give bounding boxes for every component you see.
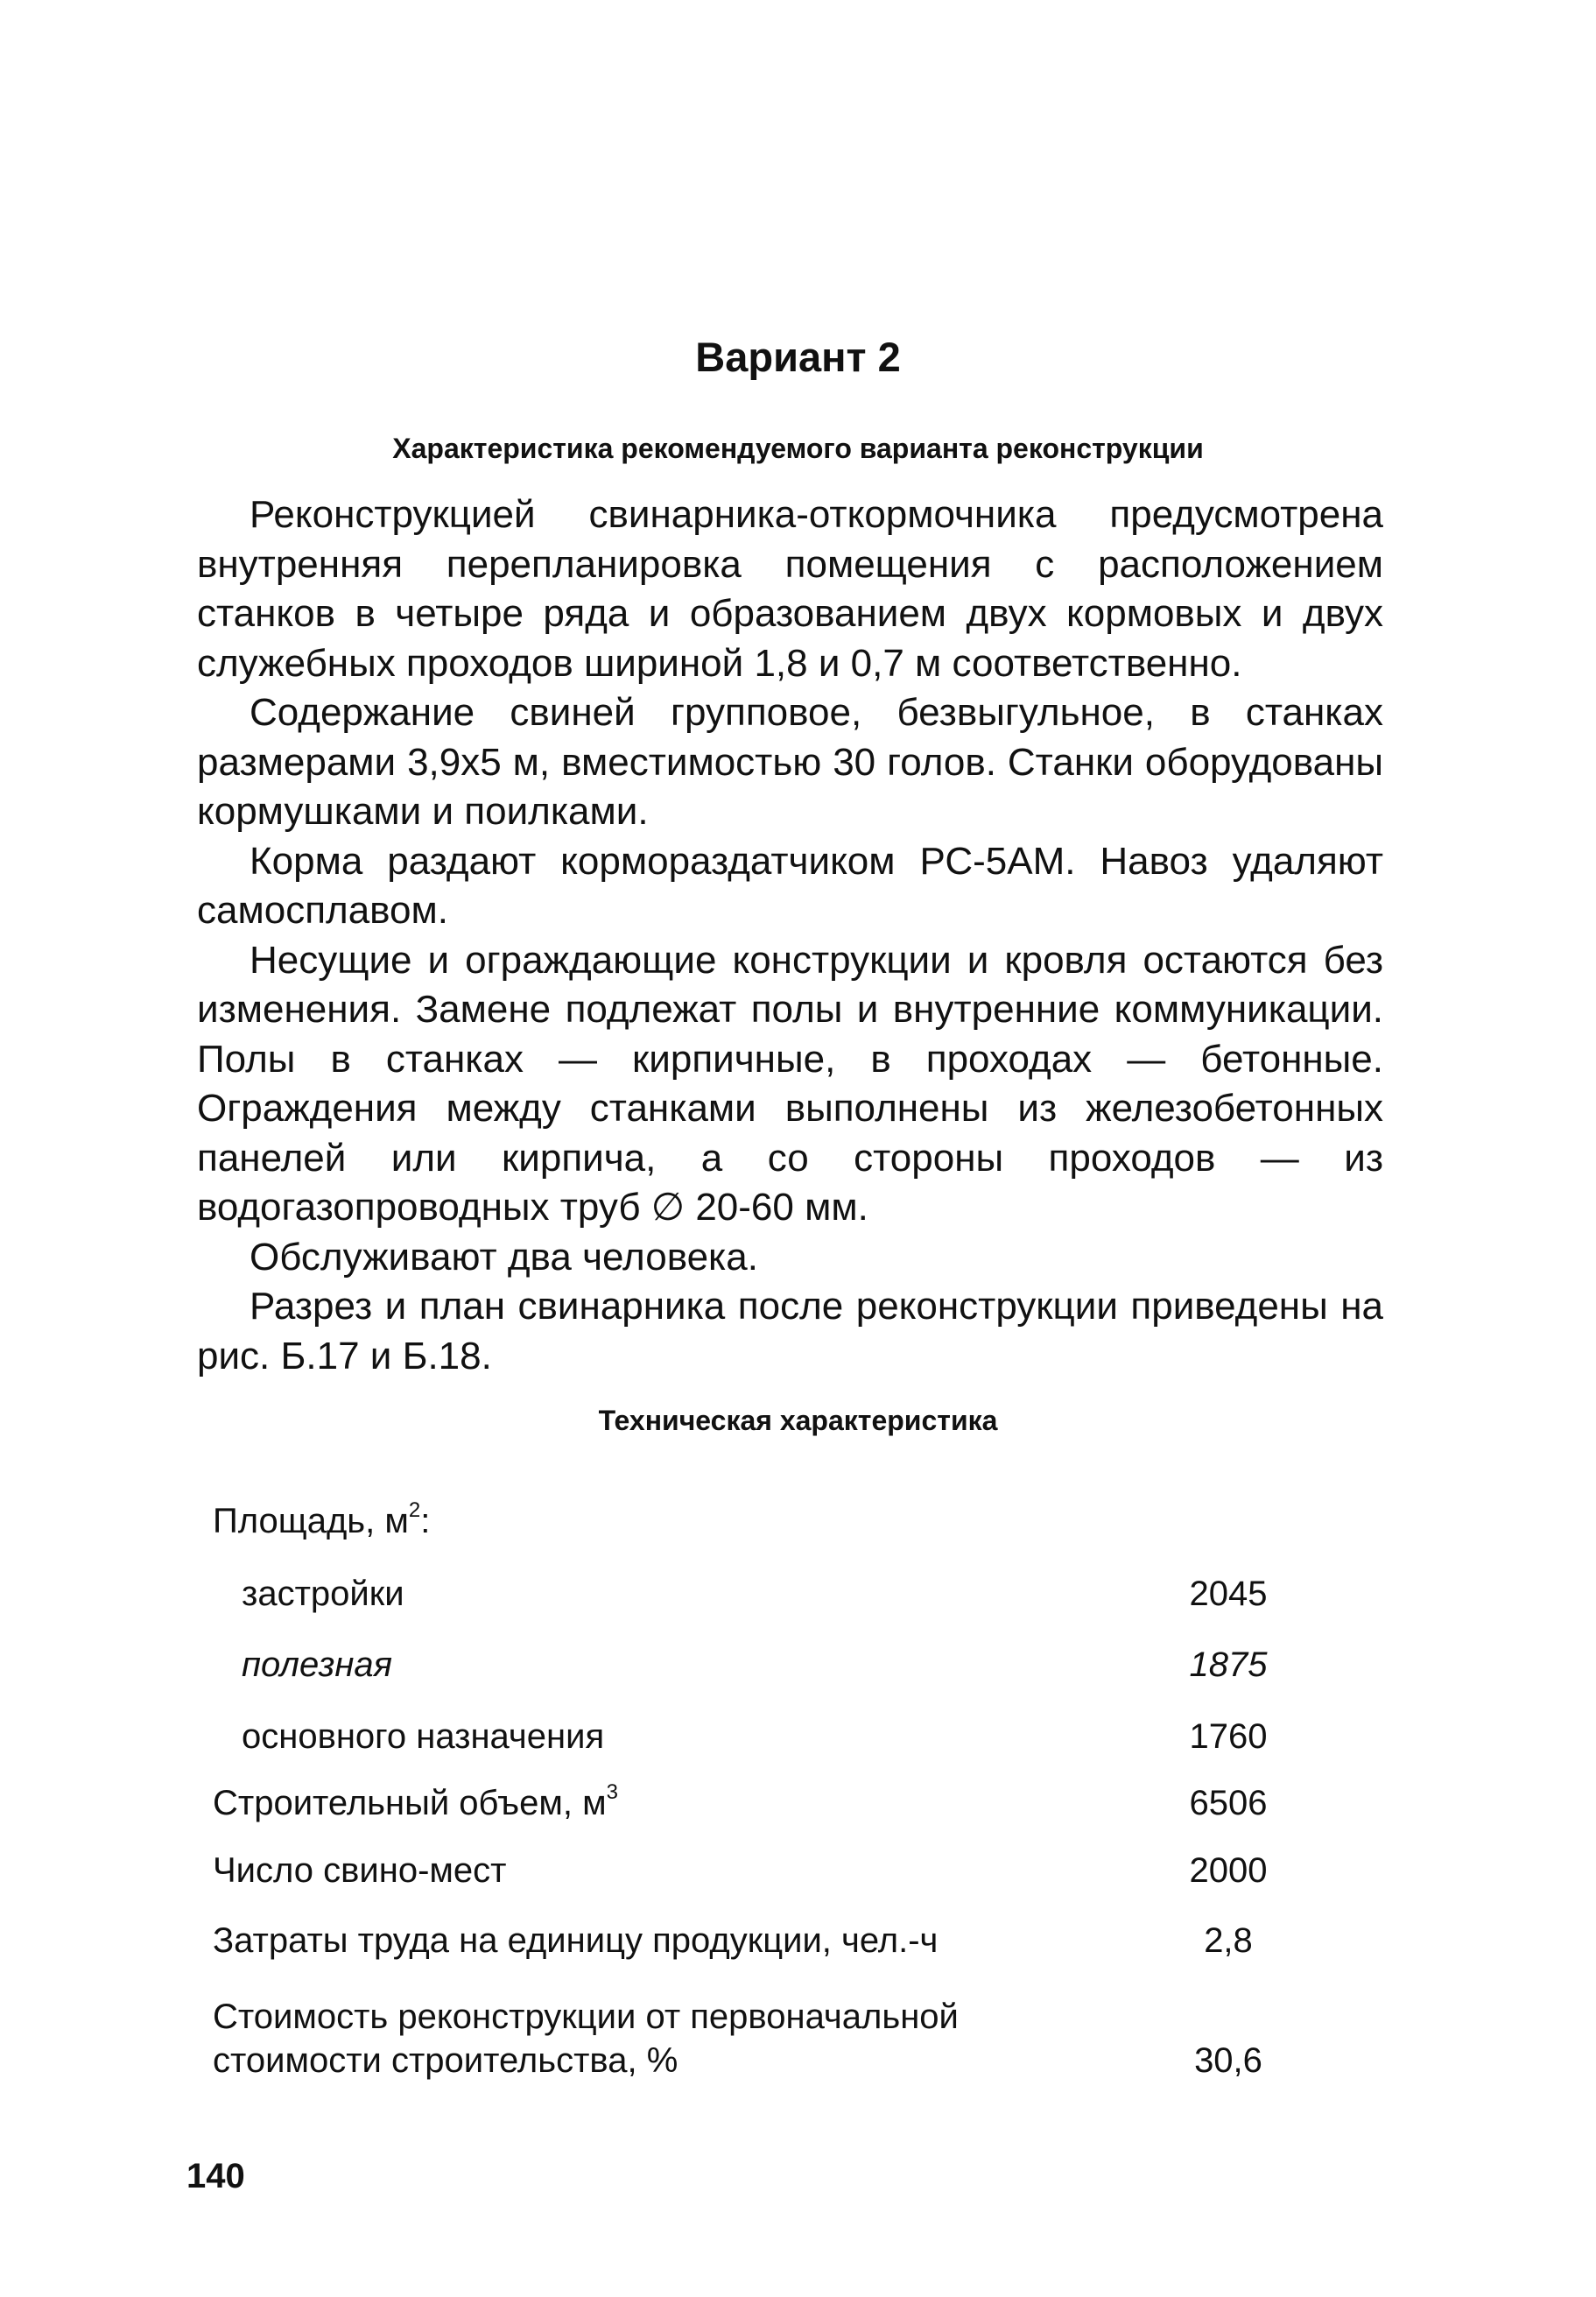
spec-area-unit-power: 2 — [408, 1498, 421, 1522]
spec-value: 30,6 — [1194, 2041, 1262, 2080]
spec-value: 1875 — [1189, 1645, 1268, 1684]
paragraph-keeping: Содержание свиней групповое, безвыгульное, в станках размерами 3,9x5 м, вместимостью 30 голов. Станки оборудованы кормушками и поилками. — [197, 691, 1383, 833]
spec-label: Число свино-мест — [213, 1851, 507, 1890]
technical-heading: Техническая характеристика — [598, 1405, 998, 1436]
spec-value: 2,8 — [1204, 1921, 1253, 1960]
page-number: 140 — [186, 2157, 245, 2195]
spec-label — [213, 1995, 1123, 2082]
paragraph-reconstruction: Реконструкцией свинарника-откормочника предусмотрена внутренняя перепланировка помещения с расположением станков в четыре ряда и образованием двух кормовых и двух служебных проходов шириной 1,8 и 0,7 м соответственно. — [197, 493, 1383, 685]
spec-cost-label-line2: стоимости строительства, % — [213, 2041, 678, 2080]
body-text — [197, 490, 1383, 1381]
spec-volume-unit-power: 3 — [606, 1780, 618, 1804]
spec-value: 2000 — [1189, 1851, 1268, 1890]
spec-label — [213, 1781, 1123, 1825]
spec-row-cost — [213, 1995, 1316, 2082]
spec-area-title — [213, 1499, 430, 1543]
spec-value: 2045 — [1189, 1575, 1268, 1613]
spec-cost-label-line1: Стоимость реконструкции от первоначальной — [213, 1998, 959, 2036]
paragraph-figures: Разрез и план свинарника после реконструкции приведены на рис. Б.17 и Б.18. — [197, 1285, 1383, 1377]
characteristics-heading: Характеристика рекомендуемого варианта реконструкции — [392, 433, 1204, 464]
paragraph-structures: Несущие и ограждающие конструкции и кровля остаются без изменения. Замене подлежат полы и внутренние коммуникации. Полы в станках — кирпичные, в проходах — бетонные. Ограждения между станками выполнены из железобетонных панелей или кирпича, а со стороны проходов — из водогазопроводных труб ∅ 20-60 мм. — [197, 938, 1383, 1229]
spec-label: Затраты труда на единицу продукции, чел.-ч — [213, 1921, 939, 1960]
spec-value: 6506 — [1189, 1784, 1268, 1822]
paragraph-staff: Обслуживают два человека. — [250, 1235, 758, 1279]
spec-area-label: Площадь, м — [213, 1502, 409, 1540]
spec-value: 1760 — [1189, 1717, 1268, 1756]
spec-label: основного назначения — [242, 1717, 605, 1756]
paragraph-feeding: Корма раздают кормораздатчиком РС-5АМ. Навоз удаляют самосплавом. — [197, 839, 1383, 932]
spec-label: застройки — [242, 1575, 404, 1613]
spec-volume-label: Строительный объем, м — [213, 1784, 607, 1822]
variant-title: Вариант 2 — [695, 334, 901, 380]
spec-area-suffix: : — [420, 1502, 431, 1540]
spec-label: полезная — [242, 1645, 392, 1684]
